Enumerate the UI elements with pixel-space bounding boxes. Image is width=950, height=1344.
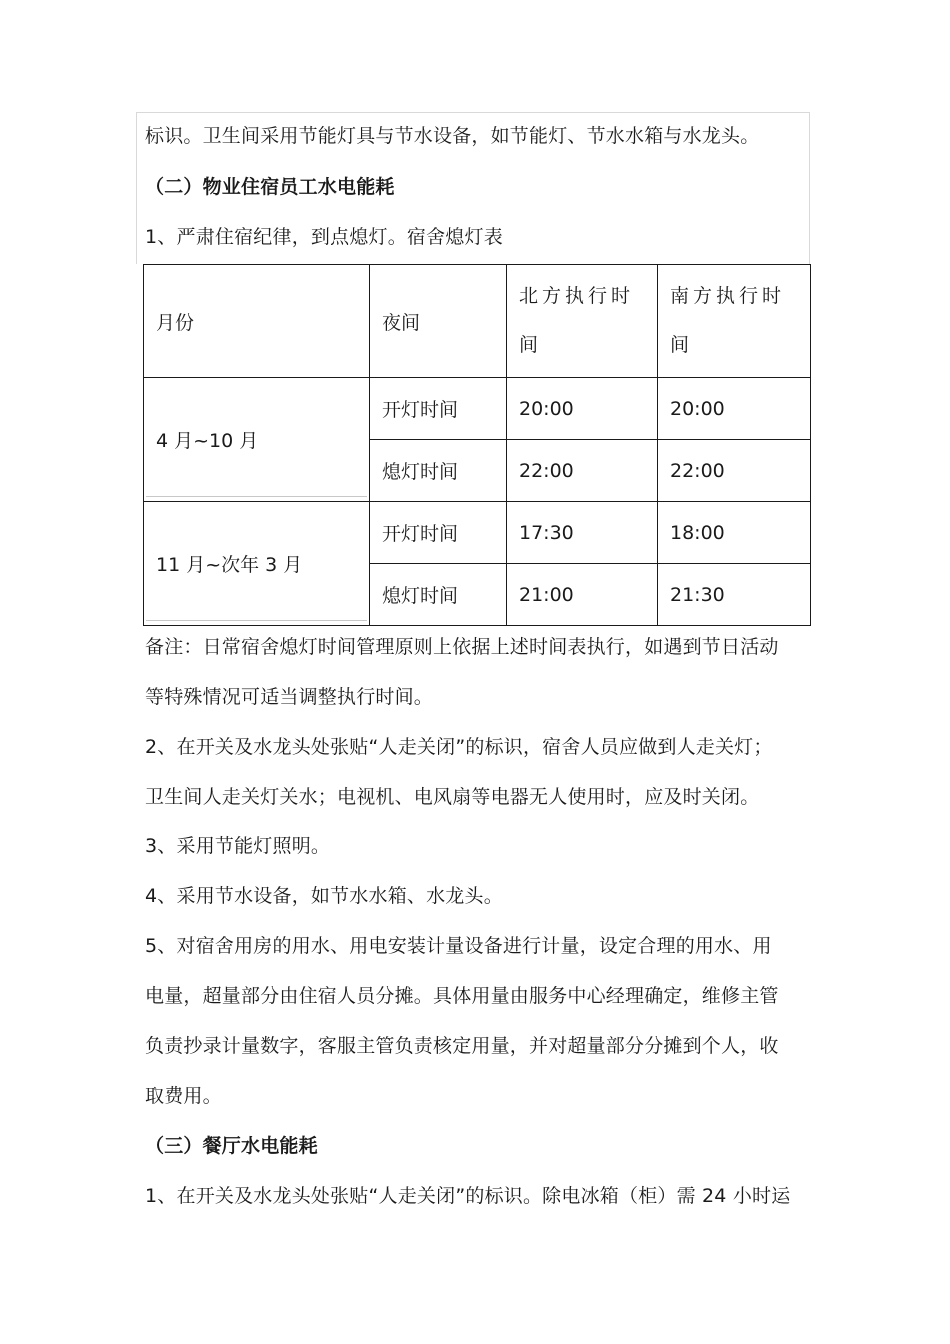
header-south: [658, 265, 811, 378]
header-north: [507, 265, 658, 378]
paragraph-line: 标识。卫生间采用节能灯具与节水设备，如节能灯、节水水箱与水龙头。: [145, 125, 760, 147]
south-time-cell: 21:30: [658, 564, 811, 626]
time-type-cell: 熄灯时间: [370, 564, 507, 626]
header-north-label: 北方执行时间: [519, 285, 635, 356]
section-heading-2: （二）物业住宿员工水电能耗: [145, 176, 395, 198]
table-header-row: [144, 265, 811, 378]
paragraph-line: 3、采用节能灯照明。: [145, 835, 331, 857]
paragraph-line: 1、在开关及水龙头处张贴“人走关闭”的标识。除电冰箱（柜）需 24 小时运: [145, 1185, 791, 1207]
note-line: 等特殊情况可适当调整执行时间。: [145, 686, 434, 708]
paragraph-line: 负责抄录计量数字，客服主管负责核定用量，并对超量部分分摊到个人，收: [145, 1035, 779, 1057]
paragraph-line: 卫生间人走关灯关水；电视机、电风扇等电器无人使用时，应及时关闭。: [145, 786, 760, 808]
time-type-cell: 开灯时间: [370, 502, 507, 564]
header-month: 月份: [144, 265, 370, 378]
paragraph-line: 5、对宿舍用房的用水、用电安装计量设备进行计量，设定合理的用水、用: [145, 935, 772, 957]
lights-out-schedule-table: [143, 264, 811, 626]
header-south-label: 南方执行时间: [670, 285, 786, 356]
section-heading-3: （三）餐厅水电能耗: [145, 1135, 318, 1157]
paragraph-line: 1、严肃住宿纪律，到点熄灯。宿舍熄灯表: [145, 226, 503, 248]
paragraph-line: 电量，超量部分由住宿人员分摊。具体用量由服务中心经理确定，维修主管: [145, 985, 779, 1007]
north-time-cell: 17:30: [507, 502, 658, 564]
table-row: [144, 378, 811, 440]
month-label: 4 月~10 月: [156, 430, 259, 452]
south-time-cell: 20:00: [658, 378, 811, 440]
time-type-cell: 熄灯时间: [370, 440, 507, 502]
note-line: 备注：日常宿舍熄灯时间管理原则上依据上述时间表执行，如遇到节日活动: [145, 636, 779, 658]
table-row: [144, 502, 811, 564]
south-time-cell: 18:00: [658, 502, 811, 564]
header-night: 夜间: [370, 265, 507, 378]
north-time-cell: 22:00: [507, 440, 658, 502]
time-type-cell: 开灯时间: [370, 378, 507, 440]
north-time-cell: 21:00: [507, 564, 658, 626]
month-label: 11 月~次年 3 月: [156, 554, 303, 576]
cell-inner-rule: [146, 496, 367, 497]
south-time-cell: 22:00: [658, 440, 811, 502]
month-cell: [144, 378, 370, 502]
paragraph-line: 2、在开关及水龙头处张贴“人走关闭”的标识，宿舍人员应做到人走关灯；: [145, 736, 773, 758]
cell-inner-rule: [146, 620, 367, 621]
paragraph-line: 取费用。: [145, 1085, 222, 1107]
paragraph-line: 4、采用节水设备，如节水水箱、水龙头。: [145, 885, 503, 907]
month-cell: [144, 502, 370, 626]
north-time-cell: 20:00: [507, 378, 658, 440]
